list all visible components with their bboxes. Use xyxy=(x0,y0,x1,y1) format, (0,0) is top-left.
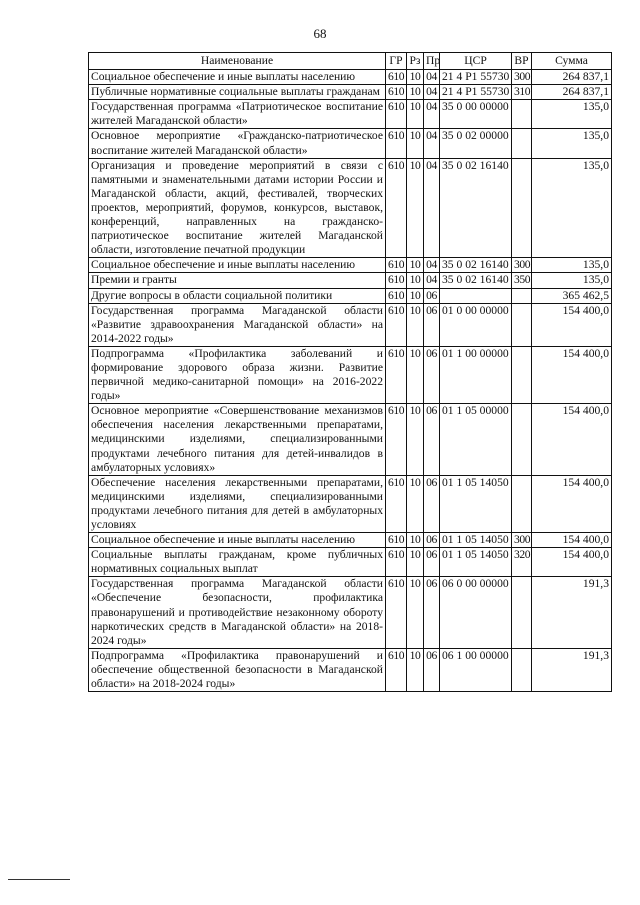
name-cell: Другие вопросы в области социальной политики xyxy=(89,288,386,303)
header-pr: Пр xyxy=(424,53,440,70)
rz-cell: 10 xyxy=(407,475,424,532)
pr-cell: 04 xyxy=(424,273,440,288)
vr-cell: 320 xyxy=(512,548,532,577)
name-cell: Социальное обеспечение и иные выплаты населению xyxy=(89,70,386,85)
gr-cell: 610 xyxy=(386,258,407,273)
rz-cell: 10 xyxy=(407,404,424,475)
header-sum: Сумма xyxy=(532,53,612,70)
csr-cell: 01 0 00 00000 xyxy=(440,303,512,346)
rz-cell: 10 xyxy=(407,70,424,85)
vr-cell: 300 xyxy=(512,70,532,85)
gr-cell: 610 xyxy=(386,548,407,577)
rz-cell: 10 xyxy=(407,273,424,288)
rz-cell: 10 xyxy=(407,158,424,258)
table-row xyxy=(89,577,612,648)
rz-cell: 10 xyxy=(407,577,424,648)
csr-cell: 01 1 05 00000 xyxy=(440,404,512,475)
name-cell: Социальные выплаты гражданам, кроме публичных нормативных социальных выплат xyxy=(89,548,386,577)
pr-cell: 06 xyxy=(424,533,440,548)
csr-cell: 01 1 05 14050 xyxy=(440,475,512,532)
rz-cell: 10 xyxy=(407,100,424,129)
table-row xyxy=(89,288,612,303)
header-rz: Рз xyxy=(407,53,424,70)
sum-cell: 135,0 xyxy=(532,100,612,129)
rz-cell: 10 xyxy=(407,648,424,691)
name-cell: Организация и проведение мероприятий в связи с памятными и знаменательными датами истории России и Магаданской области, акций, фестивалей, творческих проектов, мероприятий, форумов, конкурсов, выставок, конференций, направленных на гражданско-патриотическое воспитание жителей Магаданской области, изготовление печатной продукции xyxy=(89,158,386,258)
vr-cell xyxy=(512,158,532,258)
table-row xyxy=(89,303,612,346)
pr-cell: 06 xyxy=(424,346,440,403)
pr-cell: 04 xyxy=(424,258,440,273)
vr-cell xyxy=(512,404,532,475)
sum-cell: 264 837,1 xyxy=(532,70,612,85)
header-gr: ГР xyxy=(386,53,407,70)
gr-cell: 610 xyxy=(386,288,407,303)
csr-cell: 35 0 02 16140 xyxy=(440,273,512,288)
gr-cell: 610 xyxy=(386,475,407,532)
vr-cell xyxy=(512,648,532,691)
rz-cell: 10 xyxy=(407,346,424,403)
pr-cell: 06 xyxy=(424,288,440,303)
vr-cell xyxy=(512,288,532,303)
gr-cell: 610 xyxy=(386,100,407,129)
gr-cell: 610 xyxy=(386,70,407,85)
vr-cell xyxy=(512,346,532,403)
vr-cell: 310 xyxy=(512,85,532,100)
name-cell: Социальное обеспечение и иные выплаты населению xyxy=(89,533,386,548)
csr-cell: 01 1 05 14050 xyxy=(440,548,512,577)
name-cell: Государственная программа «Патриотическое воспитание жителей Магаданской области» xyxy=(89,100,386,129)
pr-cell: 04 xyxy=(424,70,440,85)
sum-cell: 135,0 xyxy=(532,258,612,273)
pr-cell: 04 xyxy=(424,158,440,258)
pr-cell: 04 xyxy=(424,85,440,100)
sum-cell: 154 400,0 xyxy=(532,475,612,532)
sum-cell: 154 400,0 xyxy=(532,303,612,346)
csr-cell: 06 1 00 00000 xyxy=(440,648,512,691)
gr-cell: 610 xyxy=(386,273,407,288)
name-cell: Государственная программа Магаданской области «Развитие здравоохранения Магаданской области» на 2014-2022 годы» xyxy=(89,303,386,346)
gr-cell: 610 xyxy=(386,85,407,100)
gr-cell: 610 xyxy=(386,404,407,475)
sum-cell: 154 400,0 xyxy=(532,533,612,548)
pr-cell: 04 xyxy=(424,129,440,158)
rz-cell: 10 xyxy=(407,85,424,100)
name-cell: Основное мероприятие «Гражданско-патриотическое воспитание жителей Магаданской области» xyxy=(89,129,386,158)
table-row xyxy=(89,129,612,158)
sum-cell: 135,0 xyxy=(532,129,612,158)
vr-cell xyxy=(512,129,532,158)
pr-cell: 06 xyxy=(424,475,440,532)
header-name: Наименование xyxy=(89,53,386,70)
table-header-row xyxy=(89,53,612,70)
table-row xyxy=(89,85,612,100)
table-row xyxy=(89,475,612,532)
table-row xyxy=(89,273,612,288)
name-cell: Премии и гранты xyxy=(89,273,386,288)
gr-cell: 610 xyxy=(386,158,407,258)
table-row xyxy=(89,70,612,85)
csr-cell: 21 4 P1 55730 xyxy=(440,70,512,85)
footer-divider xyxy=(8,879,70,880)
budget-table xyxy=(88,52,612,692)
pr-cell: 04 xyxy=(424,100,440,129)
sum-cell: 365 462,5 xyxy=(532,288,612,303)
vr-cell xyxy=(512,100,532,129)
table-row xyxy=(89,404,612,475)
name-cell: Социальное обеспечение и иные выплаты населению xyxy=(89,258,386,273)
sum-cell: 191,3 xyxy=(532,648,612,691)
table-row xyxy=(89,346,612,403)
sum-cell: 154 400,0 xyxy=(532,346,612,403)
name-cell: Государственная программа Магаданской области «Обеспечение безопасности, профилактика правонарушений и противодействие незаконному обороту наркотических средств в Магаданской области» на 2018-2024 годы» xyxy=(89,577,386,648)
sum-cell: 135,0 xyxy=(532,273,612,288)
name-cell: Основное мероприятие «Совершенствование механизмов обеспечения населения лекарственными препаратами, медицинскими изделиями, специализированными продуктами лечебного питания для детей-инвалидов в амбулаторных условиях» xyxy=(89,404,386,475)
table-row xyxy=(89,100,612,129)
gr-cell: 610 xyxy=(386,346,407,403)
name-cell: Подпрограмма «Профилактика правонарушений и обеспечение общественной безопасности в Магаданской области» на 2018-2024 годы» xyxy=(89,648,386,691)
csr-cell: 35 0 02 16140 xyxy=(440,158,512,258)
table-row xyxy=(89,548,612,577)
rz-cell: 10 xyxy=(407,303,424,346)
name-cell: Публичные нормативные социальные выплаты гражданам xyxy=(89,85,386,100)
name-cell: Обеспечение населения лекарственными препаратами, медицинскими изделиями, специализированными продуктами лечебного питания для детей в амбулаторных условиях xyxy=(89,475,386,532)
csr-cell: 35 0 02 00000 xyxy=(440,129,512,158)
table-row xyxy=(89,648,612,691)
sum-cell: 154 400,0 xyxy=(532,404,612,475)
table-row xyxy=(89,258,612,273)
pr-cell: 06 xyxy=(424,577,440,648)
name-cell: Подпрограмма «Профилактика заболеваний и формирование здорового образа жизни. Развитие первичной медико-санитарной помощи» на 2016-2022 годы» xyxy=(89,346,386,403)
header-vr: ВР xyxy=(512,53,532,70)
csr-cell: 21 4 P1 55730 xyxy=(440,85,512,100)
vr-cell: 300 xyxy=(512,533,532,548)
vr-cell xyxy=(512,577,532,648)
gr-cell: 610 xyxy=(386,648,407,691)
vr-cell xyxy=(512,303,532,346)
rz-cell: 10 xyxy=(407,533,424,548)
csr-cell: 35 0 00 00000 xyxy=(440,100,512,129)
gr-cell: 610 xyxy=(386,533,407,548)
csr-cell xyxy=(440,288,512,303)
gr-cell: 610 xyxy=(386,577,407,648)
rz-cell: 10 xyxy=(407,288,424,303)
vr-cell xyxy=(512,475,532,532)
rz-cell: 10 xyxy=(407,258,424,273)
vr-cell: 300 xyxy=(512,258,532,273)
pr-cell: 06 xyxy=(424,303,440,346)
rz-cell: 10 xyxy=(407,129,424,158)
page-number: 68 xyxy=(313,26,327,41)
gr-cell: 610 xyxy=(386,129,407,158)
sum-cell: 135,0 xyxy=(532,158,612,258)
rz-cell: 10 xyxy=(407,548,424,577)
table-row xyxy=(89,158,612,258)
pr-cell: 06 xyxy=(424,404,440,475)
sum-cell: 264 837,1 xyxy=(532,85,612,100)
csr-cell: 06 0 00 00000 xyxy=(440,577,512,648)
csr-cell: 35 0 02 16140 xyxy=(440,258,512,273)
csr-cell: 01 1 00 00000 xyxy=(440,346,512,403)
gr-cell: 610 xyxy=(386,303,407,346)
sum-cell: 191,3 xyxy=(532,577,612,648)
header-csr: ЦСР xyxy=(440,53,512,70)
pr-cell: 06 xyxy=(424,648,440,691)
sum-cell: 154 400,0 xyxy=(532,548,612,577)
csr-cell: 01 1 05 14050 xyxy=(440,533,512,548)
pr-cell: 06 xyxy=(424,548,440,577)
vr-cell: 350 xyxy=(512,273,532,288)
table-row xyxy=(89,533,612,548)
